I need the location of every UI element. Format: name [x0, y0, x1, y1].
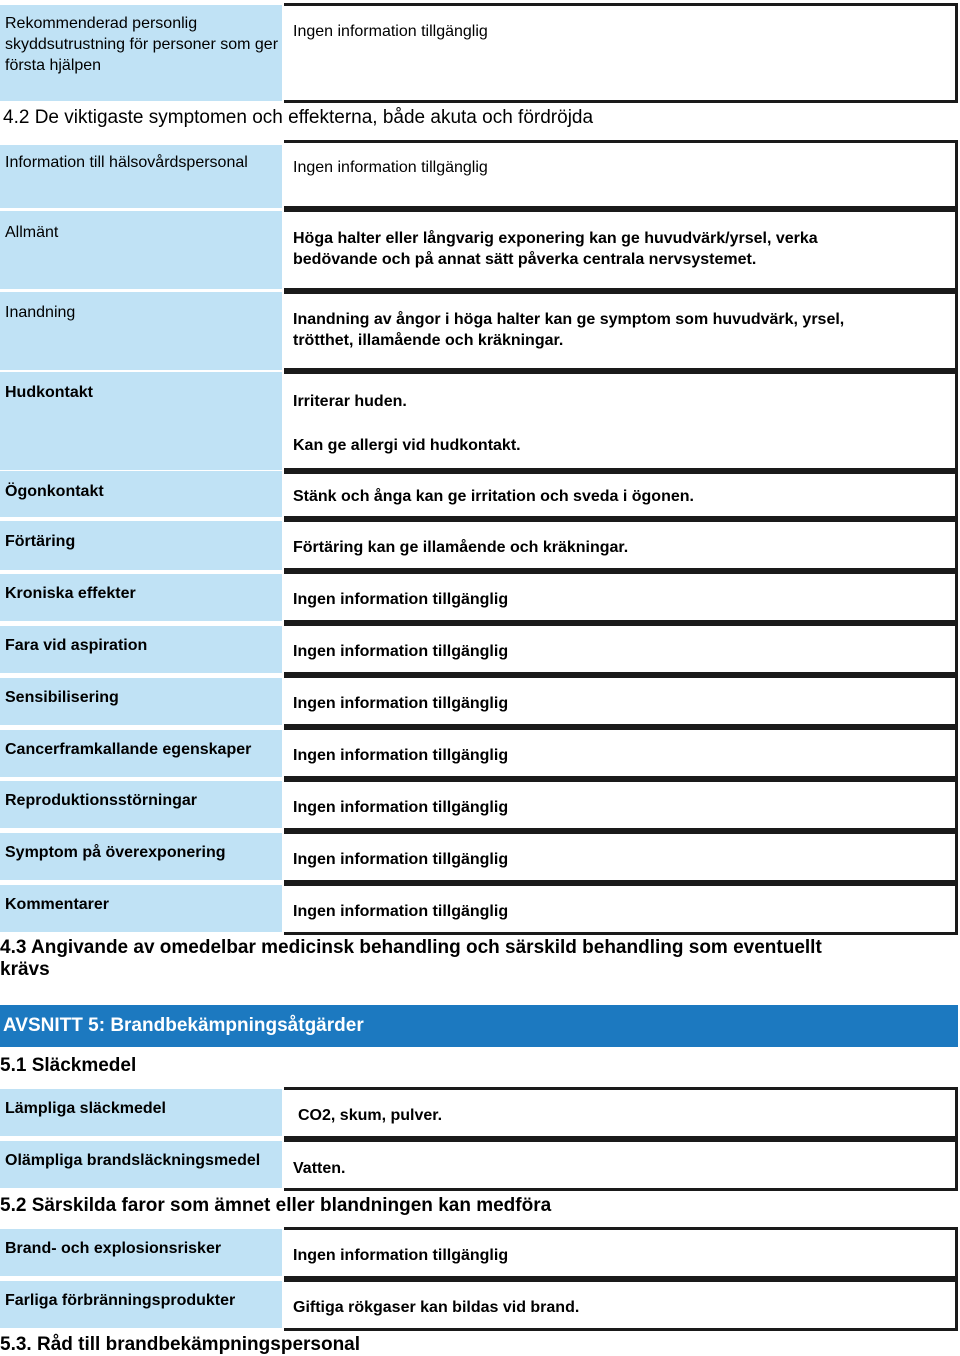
chronic-effects-label: Kroniska effekter [0, 574, 282, 621]
sensitisation-value: Ingen information tillgänglig [284, 675, 958, 727]
aspiration-hazard-label: Fara vid aspiration [0, 626, 282, 673]
unsuitable-extinguishing-value: Vatten. [284, 1139, 958, 1191]
ppe-first-aid-label: Rekommenderad personlig skyddsutrustning för personer som ger första hjälpen [0, 5, 282, 101]
general-value: Höga halter eller långvarig exponering kan ge huvudvärk/yrsel, verka bedövande och på annat sätt påverka centrala nervsystemet. [284, 209, 958, 291]
section-4-2-heading: 4.2 De viktigaste symptomen och effekterna, både akuta och fördröjda [3, 107, 594, 128]
fire-explosion-risks-value: Ingen information tillgänglig [284, 1227, 958, 1279]
skin-contact-value: Irriterar huden. Kan ge allergi vid hudkontakt. [284, 371, 958, 471]
inhalation-label: Inandning [0, 292, 282, 370]
overexposure-symptoms-label: Symptom på överexponering [0, 833, 282, 880]
section-5-1-heading: 5.1 Släckmedel [0, 1055, 137, 1076]
ppe-first-aid-value: Ingen information tillgänglig [284, 3, 958, 103]
skin-contact-label: Hudkontakt [0, 372, 282, 470]
inhalation-value: Inandning av ångor i höga halter kan ge symptom som huvudvärk, yrsel, trötthet, illamående och kräkningar. [284, 291, 958, 371]
ingestion-label: Förtäring [0, 521, 282, 570]
section-5-3-heading: 5.3. Råd till brandbekämpningspersonal [0, 1334, 361, 1355]
unsuitable-extinguishing-label: Olämpliga brandsläckningsmedel [0, 1141, 282, 1188]
chronic-effects-value: Ingen information tillgänglig [284, 571, 958, 623]
info-health-personnel-value: Ingen information tillgänglig [284, 140, 958, 209]
reproductive-toxicity-label: Reproduktionsstörningar [0, 781, 282, 828]
section-5-2-heading: 5.2 Särskilda faror som ämnet eller blandningen kan medföra [0, 1195, 552, 1216]
sensitisation-label: Sensibilisering [0, 678, 282, 725]
ingestion-value: Förtäring kan ge illamående och kräkningar. [284, 519, 958, 571]
carcinogenicity-value: Ingen information tillgänglig [284, 727, 958, 779]
comments-label: Kommentarer [0, 885, 282, 932]
combustion-products-label: Farliga förbränningsprodukter [0, 1281, 282, 1328]
section-5-title: AVSNITT 5: Brandbekämpningsåtgärder [0, 1005, 958, 1047]
comments-value: Ingen information tillgänglig [284, 883, 958, 935]
general-label: Allmänt [0, 211, 282, 289]
section-4-3-heading: 4.3 Angivande av omedelbar medicinsk behandling och särskild behandling som eventuellt krävs [0, 937, 822, 980]
aspiration-hazard-value: Ingen information tillgänglig [284, 623, 958, 675]
overexposure-symptoms-value: Ingen information tillgänglig [284, 831, 958, 883]
eye-contact-label: Ögonkontakt [0, 471, 282, 517]
eye-contact-value: Stänk och ånga kan ge irritation och sveda i ögonen. [284, 471, 958, 519]
combustion-products-value: Giftiga rökgaser kan bildas vid brand. [284, 1279, 958, 1331]
info-health-personnel-label: Information till hälsovårdspersonal [0, 145, 282, 208]
reproductive-toxicity-value: Ingen information tillgänglig [284, 779, 958, 831]
suitable-extinguishing-value: CO2, skum, pulver. [284, 1087, 958, 1139]
fire-explosion-risks-label: Brand- och explosionsrisker [0, 1229, 282, 1276]
suitable-extinguishing-label: Lämpliga släckmedel [0, 1089, 282, 1136]
carcinogenicity-label: Cancerframkallande egenskaper [0, 730, 282, 777]
